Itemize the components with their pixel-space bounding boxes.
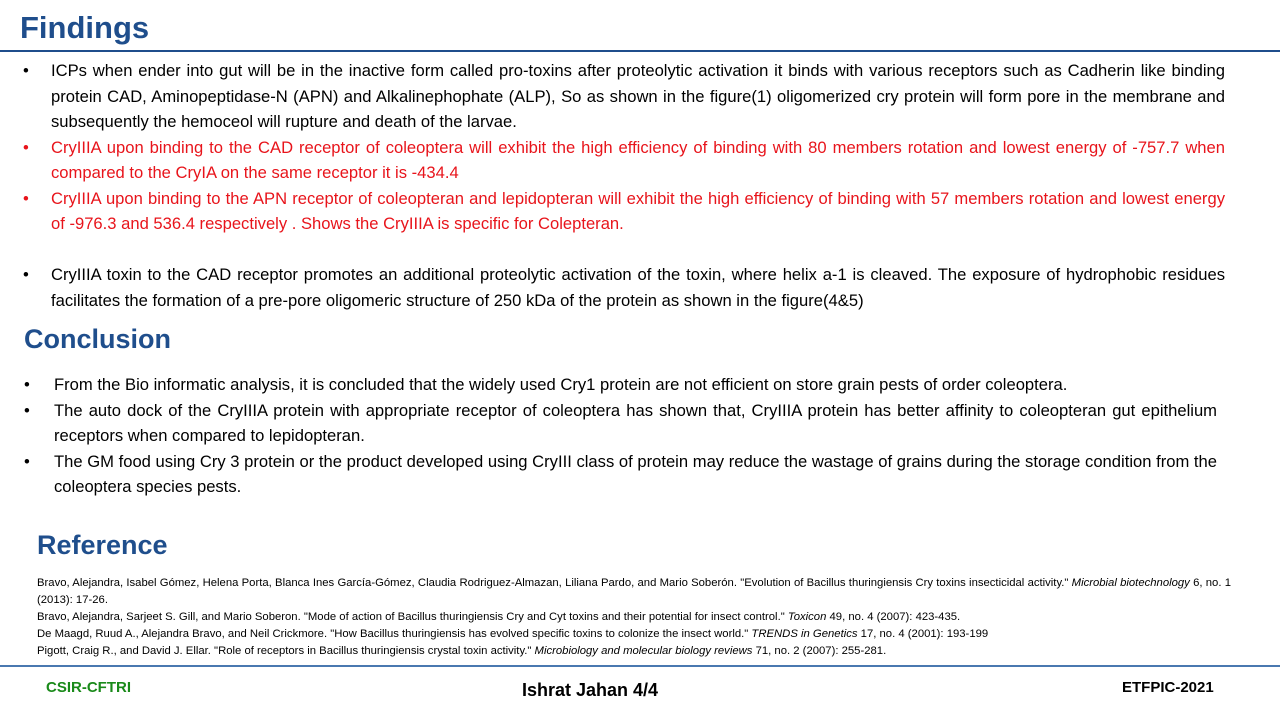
footer-author-page: Ishrat Jahan 4/4 [522,680,659,700]
reference-list [37,575,1231,660]
footer-event: ETFPIC-2021 [1122,679,1214,696]
reference-journal: Microbial biotechnology [1071,577,1190,589]
conclusion-item-text: The GM food using Cry 3 protein or the product developed using CryIII class of protein may reduce the wastage of grains during the storage condition from the coleoptera species pests. [54,451,1217,496]
reference-entry [37,643,1231,660]
reference-heading: Reference [37,530,168,560]
reference-citation: Bravo, Alejandra, Isabel Gómez, Helena Porta, Blanca Ines García-Gómez, Claudia Rodriguez-Almazan, Liliana Pardo, and Mario Soberón. "Evolution of Bacillus thuringiensis Cry toxins insecticidal activity." [37,577,1072,589]
bullet-icon: • [24,451,30,471]
reference-entry [37,575,1231,609]
bullet-icon: • [23,188,29,208]
conclusion-item-text: The auto dock of the CryIIIA protein with appropriate receptor of coleoptera has shown that, CryIIIA protein has better affinity to coleopteran gut epithelium receptors when compared to lepidopteran. [54,400,1217,445]
reference-citation: Bravo, Alejandra, Sarjeet S. Gill, and Mario Soberon. "Mode of action of Bacillus thuringiensis Cry and Cyt toxins and their potential for insect control." [37,611,788,623]
reference-citation: De Maagd, Ruud A., Alejandra Bravo, and Neil Crickmore. "How Bacillus thuringiensis has evolved specific toxins to colonize the insect world." [37,628,752,640]
findings-item [23,262,1225,313]
bullet-icon: • [24,400,30,420]
reference-citation: Pigott, Craig R., and David J. Ellar. "Role of receptors in Bacillus thuringiensis crystal toxin activity." [37,645,535,657]
title-divider [0,50,1280,52]
bullet-icon: • [23,265,29,284]
reference-volume: 6, no. 1 (2013): 17-26. [37,577,1231,606]
findings-item-highlight [23,135,1225,186]
conclusion-item [24,372,1217,398]
reference-volume: 49, no. 4 (2007): 423-435. [826,611,961,623]
reference-entry [37,609,1231,626]
findings-item-text: CryIIIA upon binding to the CAD receptor of coleoptera will exhibit the high efficiency of binding with 80 members rotation and lowest energy of -757.7 when compared to the CryIA on the same receptor it is -434.4 [51,137,1225,182]
reference-volume: 17, no. 4 (2001): 193-199 [857,628,989,640]
reference-journal: Toxicon [787,611,827,623]
footer-institution: CSIR-CFTRI [46,679,131,696]
conclusion-list [24,372,1217,500]
findings-item [23,58,1225,135]
findings-item-text: ICPs when ender into gut will be in the inactive form called pro-toxins after proteolytic activation it binds with various receptors such as Cadherin like binding protein CAD, Aminopeptidase-N (APN) and Alkalinephophate (ALP), So as shown in the figure(1) oligomerized cry protein will form pore in the membrane and subsequently the hemoceol will rupture and death of the larvae. [51,61,1225,131]
conclusion-item [24,398,1217,449]
conclusion-item-text: From the Bio informatic analysis, it is concluded that the widely used Cry1 protein are not efficient on store grain pests of order coleoptera. [54,375,1068,394]
conclusion-heading: Conclusion [24,324,171,354]
findings-list [23,58,1225,313]
bullet-icon: • [23,137,29,157]
footer-divider [0,665,1280,667]
findings-item-text: CryIIIA toxin to the CAD receptor promotes an additional proteolytic activation of the toxin, where helix a-1 is cleaved. The exposure of hydrophobic residues facilitates the formation of a pre-pore oligomeric structure of 250 kDa of the protein as shown in the figure(4&5) [51,265,1225,310]
reference-journal: Microbiology and molecular biology reviews [534,645,753,657]
reference-volume: 71, no. 2 (2007): 255-281. [752,645,887,657]
findings-item-text: CryIIIA upon binding to the APN receptor of coleopteran and lepidopteran will exhibit the high efficiency of binding with 57 members rotation and lowest energy of -976.3 and 536.4 respectively . Shows the CryIIIA is specific for Colepteran. [51,188,1225,233]
conclusion-item [24,449,1217,500]
reference-journal: TRENDS in Genetics [751,628,858,640]
reference-entry [37,626,1231,643]
findings-item-highlight [23,186,1225,237]
bullet-icon: • [23,61,29,80]
findings-heading: Findings [20,10,150,45]
bullet-icon: • [24,375,30,394]
